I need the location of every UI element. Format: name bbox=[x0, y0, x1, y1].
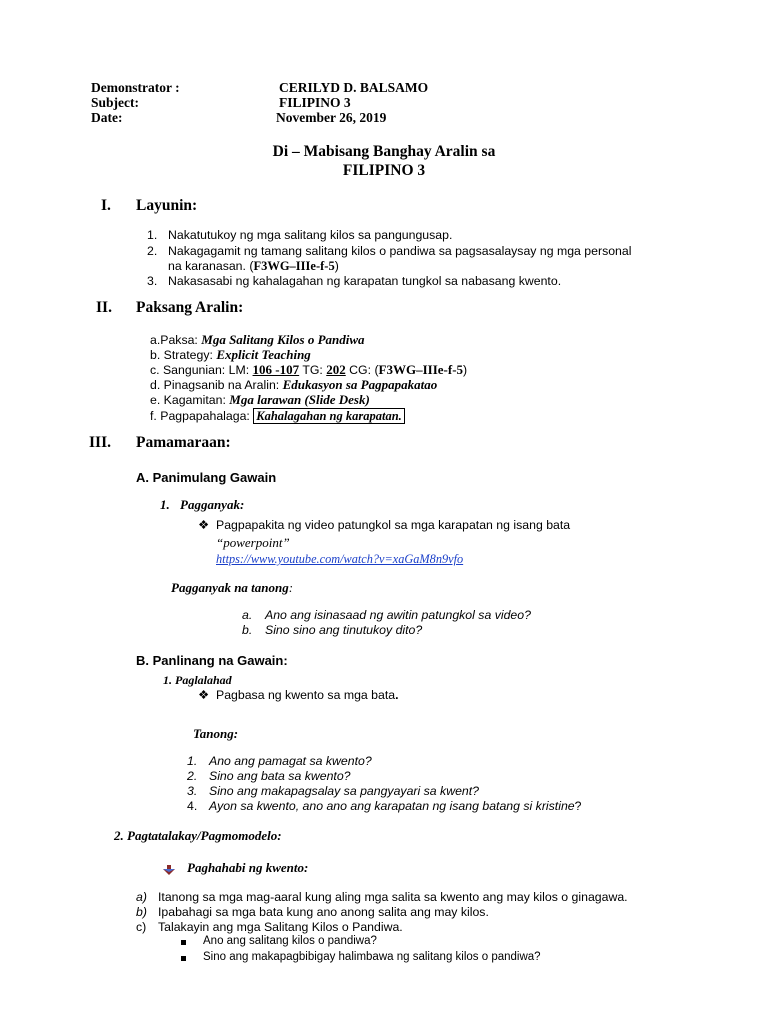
section3-number: III. bbox=[89, 434, 111, 451]
tg-page: 202 bbox=[326, 362, 346, 377]
tanong-text: Ano ang pamagat sa kwento? bbox=[209, 754, 372, 768]
paksa-value: Mga Salitang Kilos o Pandiwa bbox=[201, 332, 365, 347]
strategy-row: b. Strategy: Explicit Teaching bbox=[150, 347, 311, 362]
question-letter: a. bbox=[242, 608, 253, 622]
date-value: November 26, 2019 bbox=[276, 110, 387, 125]
question-text: Ano ang isinasaad ng awitin patungkol sa video? bbox=[265, 608, 531, 622]
section3-title: Pamamaraan: bbox=[136, 434, 231, 451]
objective-number: 2. bbox=[147, 244, 158, 258]
tanong-text: Ayon sa kwento, ano ano ang karapatan ng isang batang si kristine? bbox=[209, 799, 582, 813]
panimulang-gawain-heading: A. Panimulang Gawain bbox=[136, 470, 277, 485]
tanong-number: 3. bbox=[187, 784, 198, 798]
step-text: Itanong sa mga mag-aaral kung aling mga salita sa kwento ang may kilos o ginagawa. bbox=[158, 890, 628, 904]
question-text: Sino sino ang tinutukoy dito? bbox=[265, 623, 423, 637]
section2-number: II. bbox=[96, 299, 112, 316]
paglalahad-bullet-text: Pagbasa ng kwento sa mga bata. bbox=[216, 688, 399, 702]
powerpoint-note: “powerpoint” bbox=[216, 535, 290, 550]
subject-value: FILIPINO 3 bbox=[279, 95, 351, 110]
tanong-text: Sino ang bata sa kwento? bbox=[209, 769, 351, 783]
pinagsanib-value: Edukasyon sa Pagpapakatao bbox=[282, 377, 438, 392]
step-letter: a) bbox=[136, 890, 147, 904]
pagganyak-number: 1. bbox=[160, 497, 170, 512]
section1-number: I. bbox=[101, 197, 111, 214]
step-letter: b) bbox=[136, 905, 147, 919]
arrow-down-icon bbox=[163, 862, 175, 872]
pagpapahalaga-row: f. Pagpapahalaga: Kahalagahan ng karapatan. bbox=[150, 409, 405, 424]
demonstrator-value: CERILYD D. BALSAMO bbox=[279, 80, 429, 95]
section2-title: Paksang Aralin: bbox=[136, 299, 244, 316]
sub-question-text: Ano ang salitang kilos o pandiwa? bbox=[203, 935, 377, 947]
diamond-bullet-icon: ❖ bbox=[198, 688, 210, 702]
question-letter: b. bbox=[242, 623, 253, 637]
pagpapahalaga-value: Kahalagahan ng karapatan. bbox=[253, 408, 405, 424]
tanong-text: Sino ang makapagsalay sa pangyayari sa kwent? bbox=[209, 784, 480, 798]
objective-text: Nakasasabi ng kahalagahan ng karapatan tungkol sa nabasang kwento. bbox=[168, 274, 562, 288]
paglalahad-title: 1. Paglalahad bbox=[163, 673, 232, 687]
objective-text: Nakatutukoy ng mga salitang kilos sa pangungusap. bbox=[168, 228, 453, 242]
demonstrator-label: Demonstrator : bbox=[91, 80, 180, 95]
kagamitan-row: e. Kagamitan: Mga larawan (Slide Desk) bbox=[150, 392, 370, 407]
step-text: Ipabahagi sa mga bata kung ano anong salita ang may kilos. bbox=[158, 905, 489, 919]
subject-label: Subject: bbox=[91, 95, 139, 110]
tanong-number: 1. bbox=[187, 754, 198, 768]
square-bullet-icon bbox=[181, 956, 186, 961]
tanong-number: 2. bbox=[187, 769, 198, 783]
step-text: Talakayin ang mga Salitang Kilos o Pandiwa. bbox=[158, 920, 403, 934]
video-link[interactable]: https://www.youtube.com/watch?v=xaGaM8n9vfo bbox=[216, 552, 464, 566]
step-letter: c) bbox=[136, 920, 147, 934]
kagamitan-value: Mga larawan (Slide Desk) bbox=[229, 392, 370, 407]
competency-code: F3WG–IIIe-f-5 bbox=[253, 259, 335, 273]
lm-pages: 106 -107 bbox=[252, 362, 300, 377]
pagganyak-bullet-text: Pagpapakita ng video patungkol sa mga karapatan ng isang bata bbox=[216, 518, 571, 532]
square-bullet-icon bbox=[181, 940, 186, 945]
pagganyak-title: Pagganyak: bbox=[180, 497, 245, 512]
doc-title-line1: Di – Mabisang Banghay Aralin sa bbox=[272, 143, 496, 160]
pagtalakay-heading: 2. Pagtatalakay/Pagmomodelo: bbox=[114, 828, 282, 843]
tanong-title: Tanong: bbox=[193, 726, 239, 741]
section1-title: Layunin: bbox=[136, 197, 198, 214]
panlinang-gawain-heading: B. Panlinang na Gawain: bbox=[136, 653, 288, 668]
objective-text-cont: na karanasan. (F3WG–IIIe-f-5) bbox=[168, 259, 339, 273]
cg-code: F3WG–IIIe-f-5 bbox=[378, 362, 464, 377]
paksa-row: a.Paksa: Mga Salitang Kilos o Pandiwa bbox=[150, 332, 365, 347]
paghahabi-title: Paghahabi ng kwento: bbox=[187, 860, 309, 875]
pagganyak-tanong-title: Pagganyak na tanong: bbox=[171, 580, 294, 595]
date-label: Date: bbox=[91, 110, 123, 125]
objective-text: Nakagagamit ng tamang salitang kilos o pandiwa sa pagsasalaysay ng mga personal bbox=[168, 244, 632, 258]
pinagsanib-row: d. Pinagsanib na Aralin: Edukasyon sa Pagpapakatao bbox=[150, 377, 438, 392]
diamond-bullet-icon: ❖ bbox=[198, 518, 210, 532]
objective-number: 1. bbox=[147, 228, 158, 242]
sub-question-text: Sino ang makapagbibigay halimbawa ng salitang kilos o pandiwa? bbox=[203, 951, 541, 963]
sangunian-row: c. Sangunian: LM: 106 -107 TG: 202 CG: (F3WG–IIIe-f-5) bbox=[150, 362, 468, 377]
strategy-value: Explicit Teaching bbox=[216, 347, 311, 362]
doc-title-line2: FILIPINO 3 bbox=[342, 162, 426, 179]
objective-number: 3. bbox=[147, 274, 158, 288]
tanong-number: 4. bbox=[187, 799, 198, 813]
